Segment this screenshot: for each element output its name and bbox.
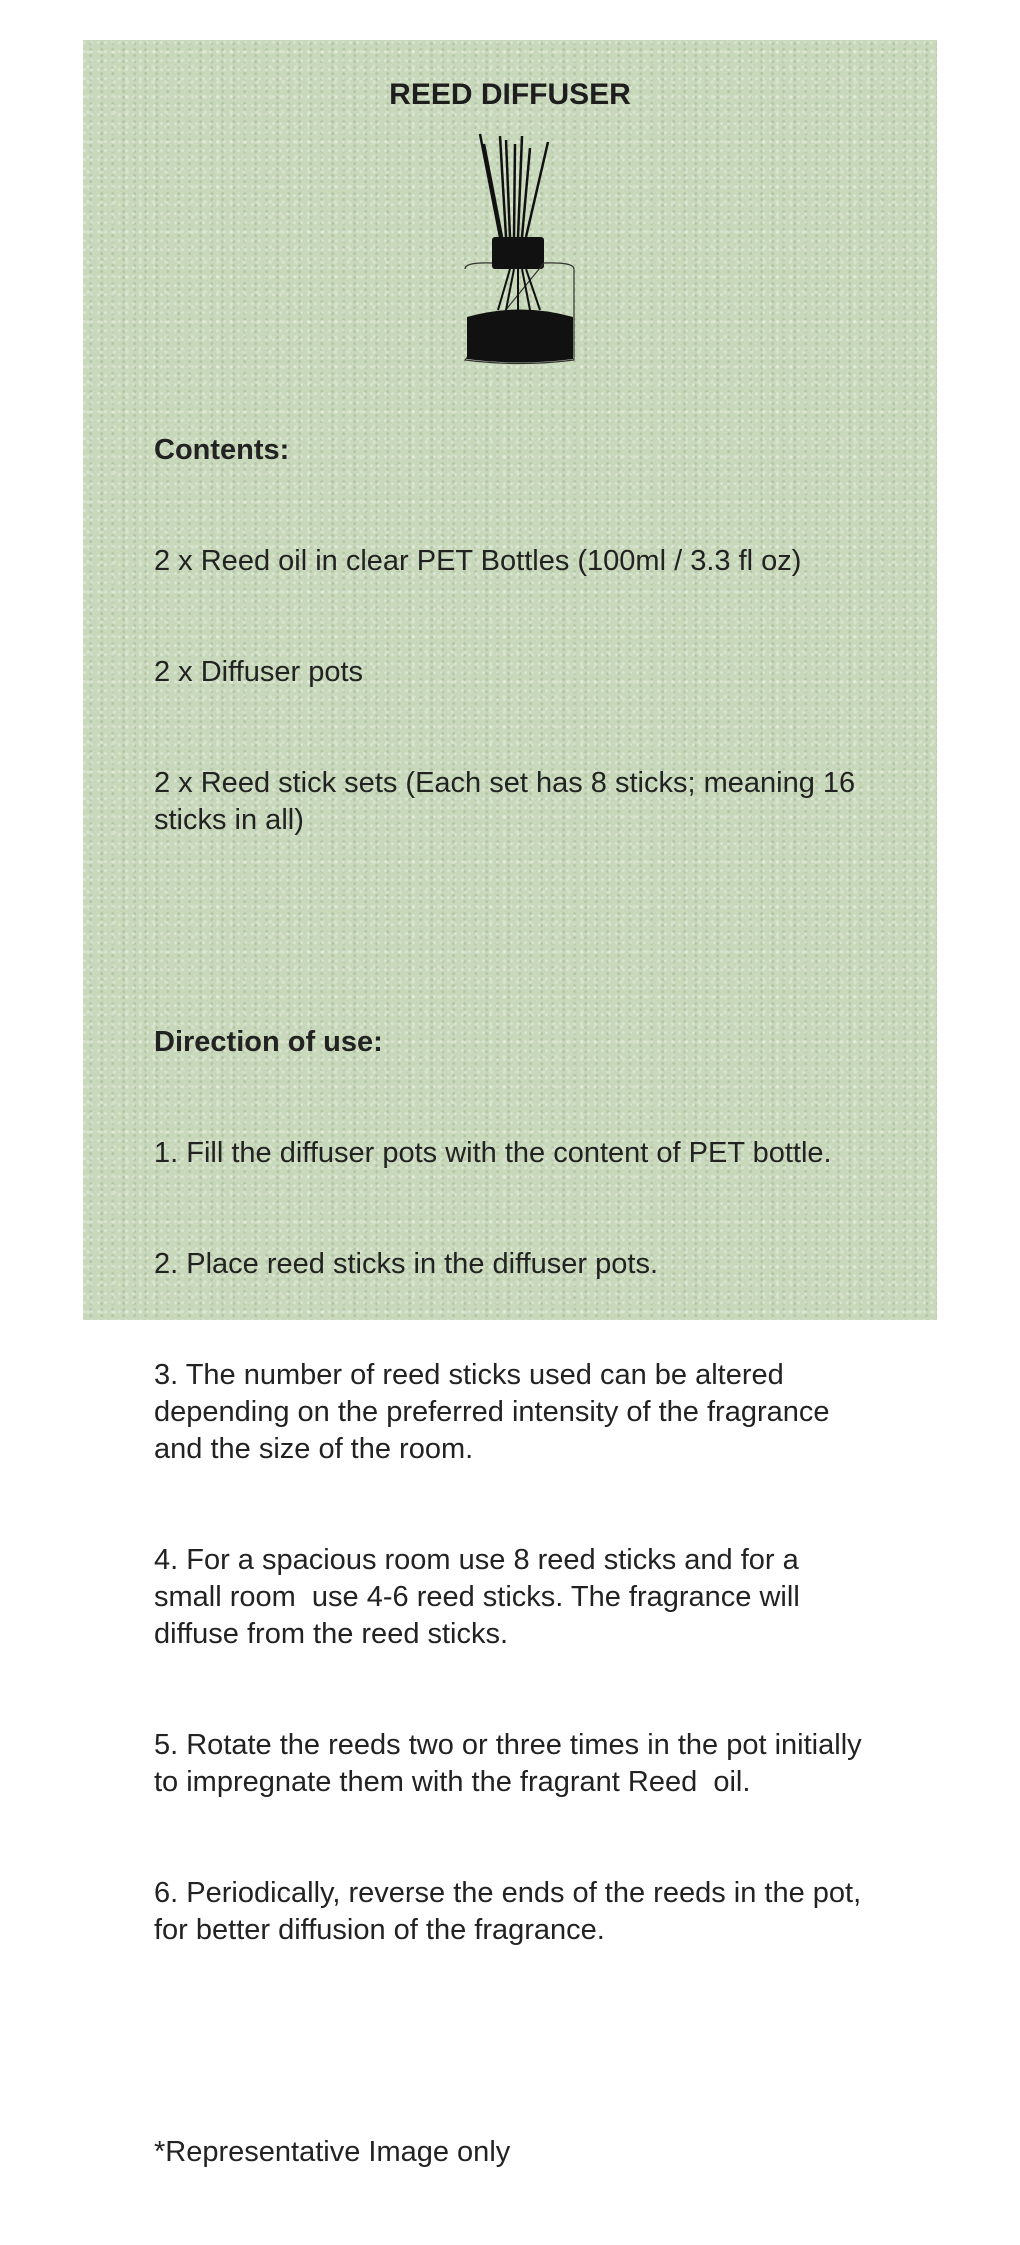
- list-item: 2. Place reed sticks in the diffuser pots.: [154, 1248, 659, 1280]
- info-card: [83, 40, 937, 2168]
- list-item: 6. Periodically, reverse the ends of the reeds in the pot, for better diffusion of the fragrance.: [154, 1877, 870, 1946]
- list-item: 3. The number of reed sticks used can be altered depending on the preferred intensity of the fragrance and the size of the room.: [154, 1359, 838, 1465]
- list-item: 2 x Reed oil in clear PET Bottles (100ml / 3.3 fl oz): [154, 545, 802, 577]
- page-title: REED DIFFUSER: [389, 78, 631, 111]
- list-item: 1. Fill the diffuser pots with the content of PET bottle.: [154, 1137, 832, 1169]
- directions-heading: Direction of use:: [154, 1026, 383, 1058]
- document-body: [154, 358, 874, 2245]
- contents-heading: Contents:: [154, 434, 290, 466]
- list-item: 5. Rotate the reeds two or three times in the pot initially to impregnate them with the fragrant Reed oil.: [154, 1729, 870, 1798]
- list-item: 2 x Diffuser pots: [154, 656, 364, 688]
- list-item: 4. For a spacious room use 8 reed sticks and for a small room use 4-6 reed sticks. The fragrance will diffuse from the reed sticks.: [154, 1544, 808, 1650]
- list-item: 2 x Reed stick sets (Each set has 8 sticks; meaning 16 sticks in all): [154, 767, 864, 836]
- reed-diffuser-icon: [440, 122, 580, 372]
- disclaimer-note: *Representative Image only: [154, 2136, 511, 2168]
